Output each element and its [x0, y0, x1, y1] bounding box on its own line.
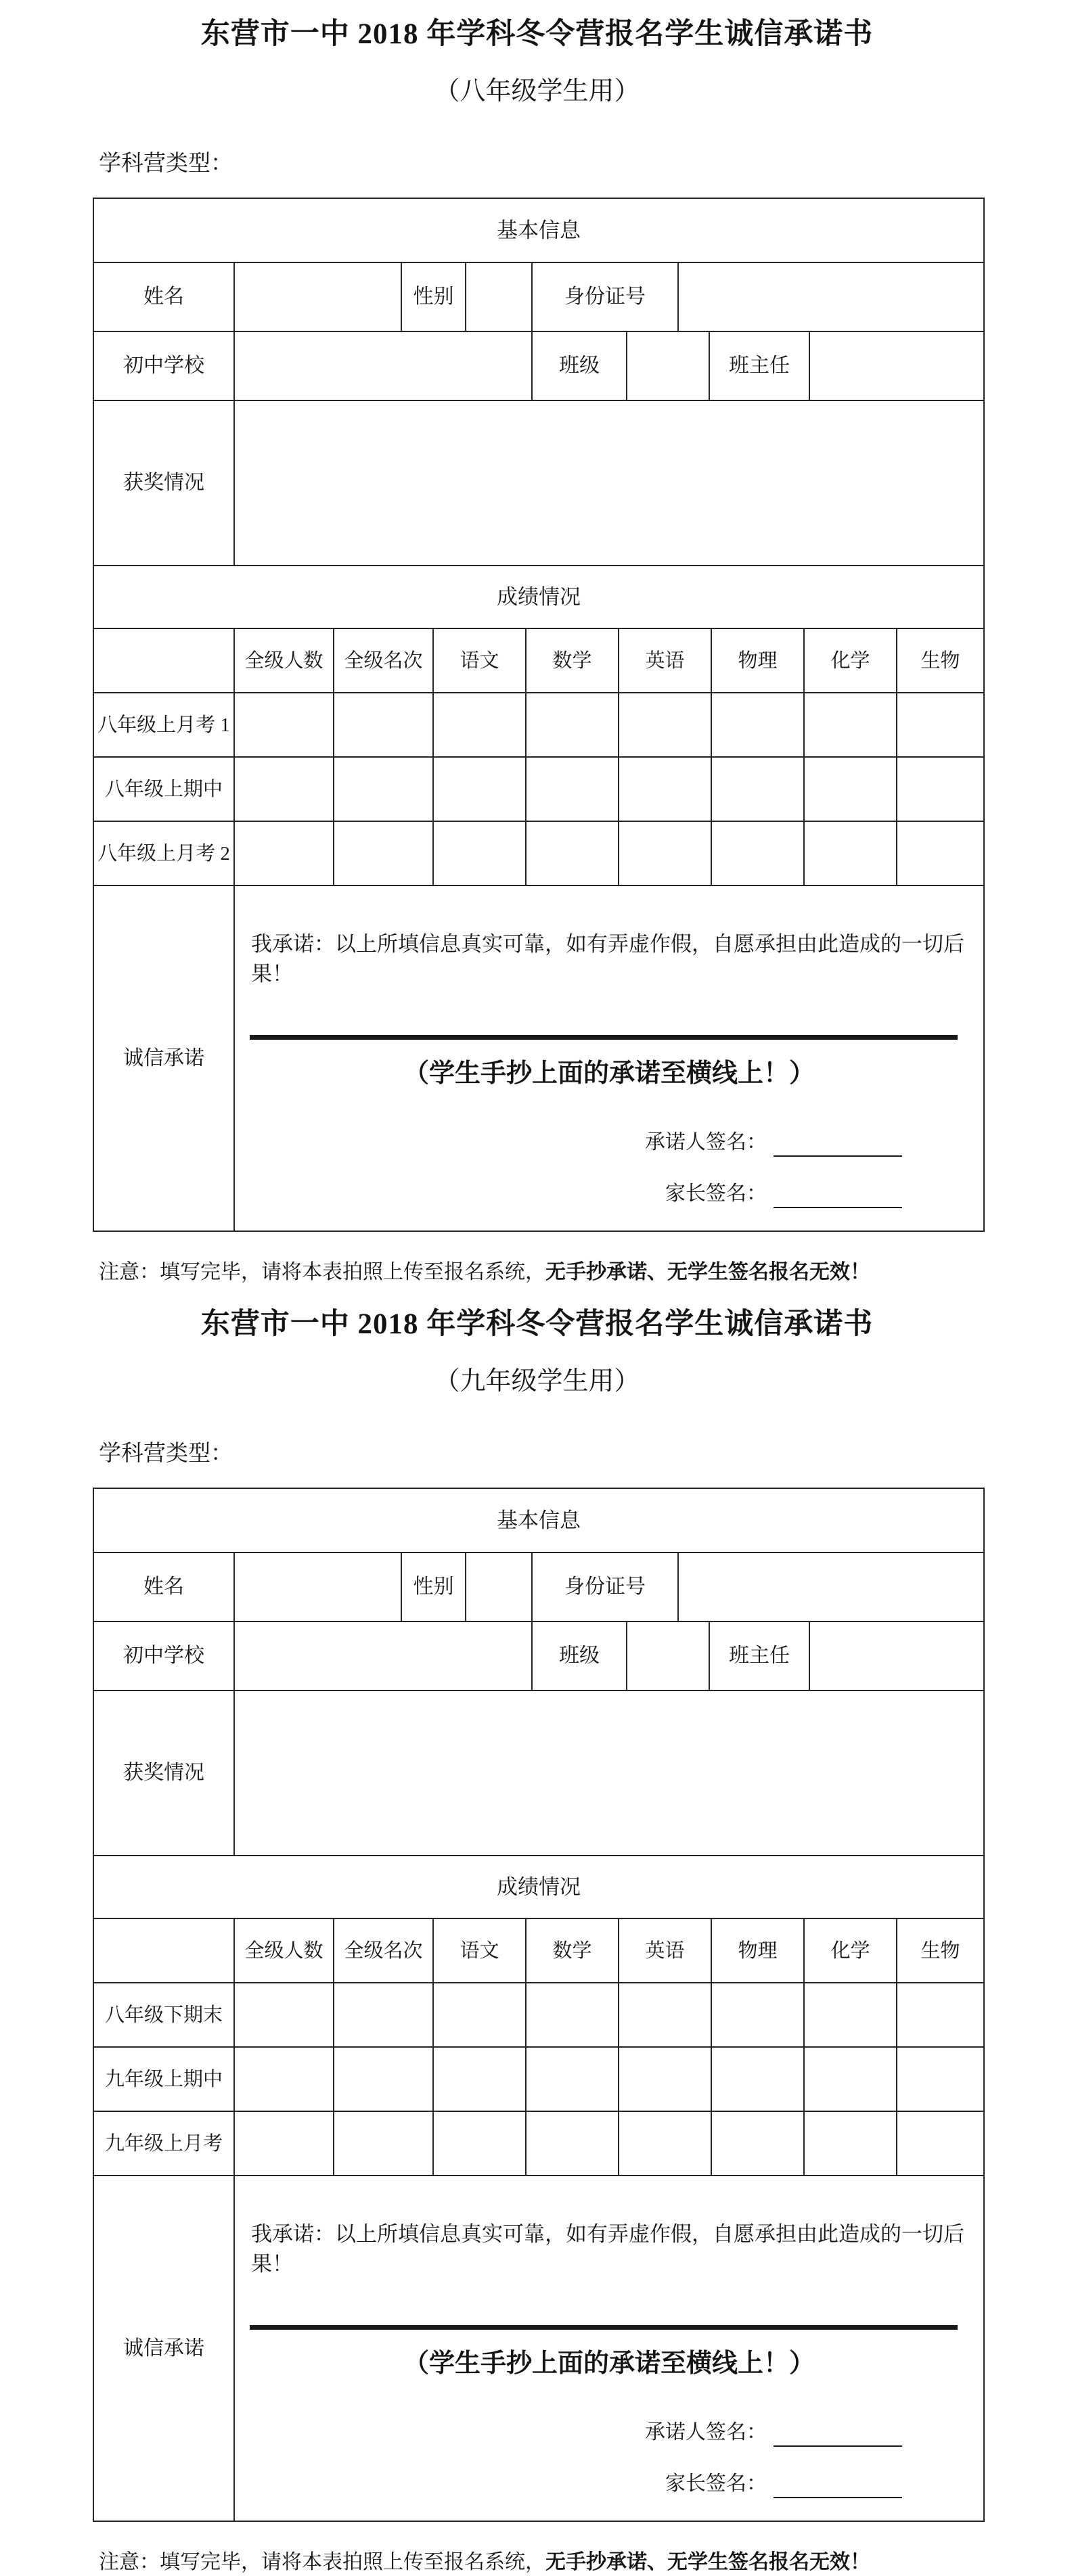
score-input-cell[interactable]	[803, 822, 896, 885]
score-input-cell[interactable]	[525, 2112, 618, 2175]
award-row	[94, 1690, 983, 1855]
score-input-cell[interactable]	[896, 758, 983, 821]
score-row-label: 九年级上期中	[104, 2068, 223, 2090]
score-input-cell[interactable]	[711, 1983, 803, 2046]
col-english: 英语	[618, 1919, 711, 1982]
score-input-cell[interactable]	[618, 822, 711, 885]
basic-info-header: 基本信息	[497, 1508, 581, 1532]
award-label: 获奖情况	[123, 472, 204, 494]
award-input-cell[interactable]	[233, 1691, 983, 1855]
name-row	[94, 1552, 983, 1621]
name-row	[94, 262, 983, 331]
name-label: 姓名	[143, 1576, 184, 1598]
score-row-3	[94, 2111, 983, 2175]
school-input-cell[interactable]	[233, 1622, 531, 1690]
name-input-cell[interactable]	[233, 1553, 401, 1621]
form-title: 东营市一中 2018 年学科冬令营报名学生诚信承诺书	[200, 1308, 874, 1340]
school-label: 初中学校	[123, 1644, 204, 1667]
score-input-cell[interactable]	[525, 758, 618, 821]
score-input-cell[interactable]	[525, 2048, 618, 2111]
col-chemistry: 化学	[803, 629, 896, 692]
form-grade9	[0, 1305, 1074, 2576]
score-input-cell[interactable]	[803, 1983, 896, 2046]
score-input-cell[interactable]	[803, 758, 896, 821]
score-columns-spacer	[94, 1919, 233, 1982]
score-input-cell[interactable]	[333, 822, 432, 885]
gender-input-cell[interactable]	[465, 1553, 531, 1621]
award-input-cell[interactable]	[233, 401, 983, 565]
score-input-cell[interactable]	[432, 2112, 525, 2175]
school-row	[94, 1621, 983, 1690]
award-row	[94, 400, 983, 565]
score-header-row	[94, 565, 983, 628]
score-input-cell[interactable]	[525, 693, 618, 756]
form-note	[99, 1258, 1074, 1287]
score-input-cell[interactable]	[618, 2112, 711, 2175]
score-input-cell[interactable]	[618, 693, 711, 756]
name-input-cell[interactable]	[233, 263, 401, 331]
teacher-label: 班主任	[709, 332, 809, 400]
score-input-cell[interactable]	[233, 693, 333, 756]
teacher-input-cell[interactable]	[809, 332, 983, 400]
score-input-cell[interactable]	[896, 822, 983, 885]
handwriting-line[interactable]	[250, 2325, 958, 2330]
parent-signature-line[interactable]	[774, 2474, 902, 2498]
col-english: 英语	[618, 629, 711, 692]
score-input-cell[interactable]	[525, 1983, 618, 2046]
form-subtitle: （九年级学生用）	[434, 1367, 640, 1396]
score-row-label: 八年级下期末	[104, 2004, 223, 2026]
score-input-cell[interactable]	[618, 758, 711, 821]
signer-signature-row	[645, 2418, 902, 2447]
score-input-cell[interactable]	[333, 693, 432, 756]
teacher-input-cell[interactable]	[809, 1622, 983, 1690]
score-input-cell[interactable]	[333, 1983, 432, 2046]
parent-signature-label: 家长签名：	[665, 1182, 767, 1205]
school-input-cell[interactable]	[233, 332, 531, 400]
note-text: 注意：填写完毕，请将本表拍照上传至报名系统，	[99, 2551, 545, 2573]
col-math: 数学	[525, 1919, 618, 1982]
class-input-cell[interactable]	[626, 332, 709, 400]
score-input-cell[interactable]	[333, 2048, 432, 2111]
score-input-cell[interactable]	[896, 2048, 983, 2111]
basic-info-header-row	[94, 199, 983, 262]
class-label: 班级	[531, 1622, 626, 1690]
score-row-label: 八年级上月考 2	[97, 842, 230, 865]
class-label: 班级	[531, 332, 626, 400]
score-input-cell[interactable]	[711, 758, 803, 821]
copy-instruction: （学生手抄上面的承诺至横线上！）	[403, 2349, 815, 2378]
score-columns-spacer	[94, 629, 233, 692]
award-label: 获奖情况	[123, 1762, 204, 1784]
score-row-label: 八年级上月考 1	[97, 714, 230, 736]
col-total-students: 全级人数	[233, 629, 333, 692]
signer-signature-label: 承诺人签名：	[645, 1131, 767, 1153]
gender-label: 性别	[401, 263, 465, 331]
score-row-2	[94, 2046, 983, 2111]
score-input-cell[interactable]	[618, 2048, 711, 2111]
note-bold-text: 无手抄承诺、无学生签名报名无效！	[545, 2551, 870, 2573]
promise-cell	[233, 2176, 983, 2521]
handwriting-line[interactable]	[250, 1035, 958, 1040]
camp-type-label: 学科营类型：	[99, 152, 233, 176]
note-bold-text: 无手抄承诺、无学生签名报名无效！	[545, 1261, 870, 1283]
school-row	[94, 331, 983, 400]
score-columns-row	[94, 628, 983, 692]
score-input-cell[interactable]	[233, 1983, 333, 2046]
parent-signature-row	[665, 1180, 902, 1208]
signer-signature-row	[645, 1128, 902, 1157]
form-note	[99, 2548, 1074, 2576]
score-input-cell[interactable]	[803, 2048, 896, 2111]
parent-signature-line[interactable]	[774, 1184, 902, 1208]
col-physics: 物理	[711, 629, 803, 692]
score-input-cell[interactable]	[432, 2048, 525, 2111]
score-input-cell[interactable]	[803, 693, 896, 756]
teacher-label: 班主任	[709, 1622, 809, 1690]
signer-signature-line[interactable]	[774, 1132, 902, 1157]
score-input-cell[interactable]	[711, 693, 803, 756]
score-header-row	[94, 1855, 983, 1918]
form-subtitle: （八年级学生用）	[434, 77, 640, 106]
score-row-3	[94, 821, 983, 885]
col-biology: 生物	[896, 1919, 983, 1982]
id-label: 身份证号	[531, 263, 677, 331]
score-input-cell[interactable]	[233, 2112, 333, 2175]
score-input-cell[interactable]	[333, 758, 432, 821]
score-row-label: 九年级上月考	[104, 2132, 223, 2155]
score-input-cell[interactable]	[711, 2048, 803, 2111]
promise-label: 诚信承诺	[123, 2337, 204, 2360]
school-label: 初中学校	[123, 354, 204, 377]
basic-info-header: 基本信息	[497, 218, 581, 242]
id-label: 身份证号	[531, 1553, 677, 1621]
score-input-cell[interactable]	[803, 2112, 896, 2175]
signer-signature-label: 承诺人签名：	[645, 2421, 767, 2443]
registration-table	[93, 198, 985, 1232]
score-input-cell[interactable]	[432, 693, 525, 756]
col-physics: 物理	[711, 1919, 803, 1982]
col-biology: 生物	[896, 629, 983, 692]
parent-signature-label: 家长签名：	[665, 2472, 767, 2495]
promise-text: 我承诺：以上所填信息真实可靠，如有弄虚作假，自愿承担由此造成的一切后果！	[251, 2222, 964, 2276]
col-grade-rank: 全级名次	[333, 1919, 432, 1982]
form-grade8	[0, 15, 1074, 1287]
score-row-2	[94, 756, 983, 821]
score-row-1	[94, 692, 983, 756]
score-row-1	[94, 1982, 983, 2046]
score-input-cell[interactable]	[896, 1983, 983, 2046]
score-header: 成绩情况	[497, 584, 581, 609]
score-row-label: 八年级上期中	[104, 778, 223, 800]
promise-text: 我承诺：以上所填信息真实可靠，如有弄虚作假，自愿承担由此造成的一切后果！	[251, 932, 964, 986]
score-input-cell[interactable]	[618, 1983, 711, 2046]
score-input-cell[interactable]	[525, 822, 618, 885]
score-input-cell[interactable]	[233, 822, 333, 885]
col-total-students: 全级人数	[233, 1919, 333, 1982]
score-input-cell[interactable]	[233, 758, 333, 821]
gender-input-cell[interactable]	[465, 263, 531, 331]
parent-signature-row	[665, 2470, 902, 2498]
score-columns-row	[94, 1918, 983, 1982]
id-input-cell[interactable]	[677, 263, 983, 331]
copy-instruction: （学生手抄上面的承诺至横线上！）	[403, 1059, 815, 1088]
promise-row	[94, 885, 983, 1230]
score-input-cell[interactable]	[711, 2112, 803, 2175]
note-text: 注意：填写完毕，请将本表拍照上传至报名系统，	[99, 1261, 545, 1283]
col-chinese: 语文	[432, 1919, 525, 1982]
score-input-cell[interactable]	[432, 758, 525, 821]
col-math: 数学	[525, 629, 618, 692]
col-chinese: 语文	[432, 629, 525, 692]
score-input-cell[interactable]	[333, 2112, 432, 2175]
score-input-cell[interactable]	[896, 2112, 983, 2175]
camp-type-label: 学科营类型：	[99, 1442, 233, 1466]
score-input-cell[interactable]	[233, 2048, 333, 2111]
registration-table	[93, 1488, 985, 2522]
id-input-cell[interactable]	[677, 1553, 983, 1621]
col-grade-rank: 全级名次	[333, 629, 432, 692]
gender-label: 性别	[401, 1553, 465, 1621]
promise-cell	[233, 886, 983, 1230]
signer-signature-line[interactable]	[774, 2422, 902, 2447]
name-label: 姓名	[143, 285, 184, 308]
class-input-cell[interactable]	[626, 1622, 709, 1690]
score-input-cell[interactable]	[711, 822, 803, 885]
score-input-cell[interactable]	[896, 693, 983, 756]
promise-label: 诚信承诺	[123, 1046, 204, 1070]
col-chemistry: 化学	[803, 1919, 896, 1982]
promise-row	[94, 2175, 983, 2521]
score-input-cell[interactable]	[432, 1983, 525, 2046]
score-header: 成绩情况	[497, 1874, 581, 1899]
basic-info-header-row	[94, 1489, 983, 1552]
form-title: 东营市一中 2018 年学科冬令营报名学生诚信承诺书	[200, 18, 874, 50]
score-input-cell[interactable]	[432, 822, 525, 885]
